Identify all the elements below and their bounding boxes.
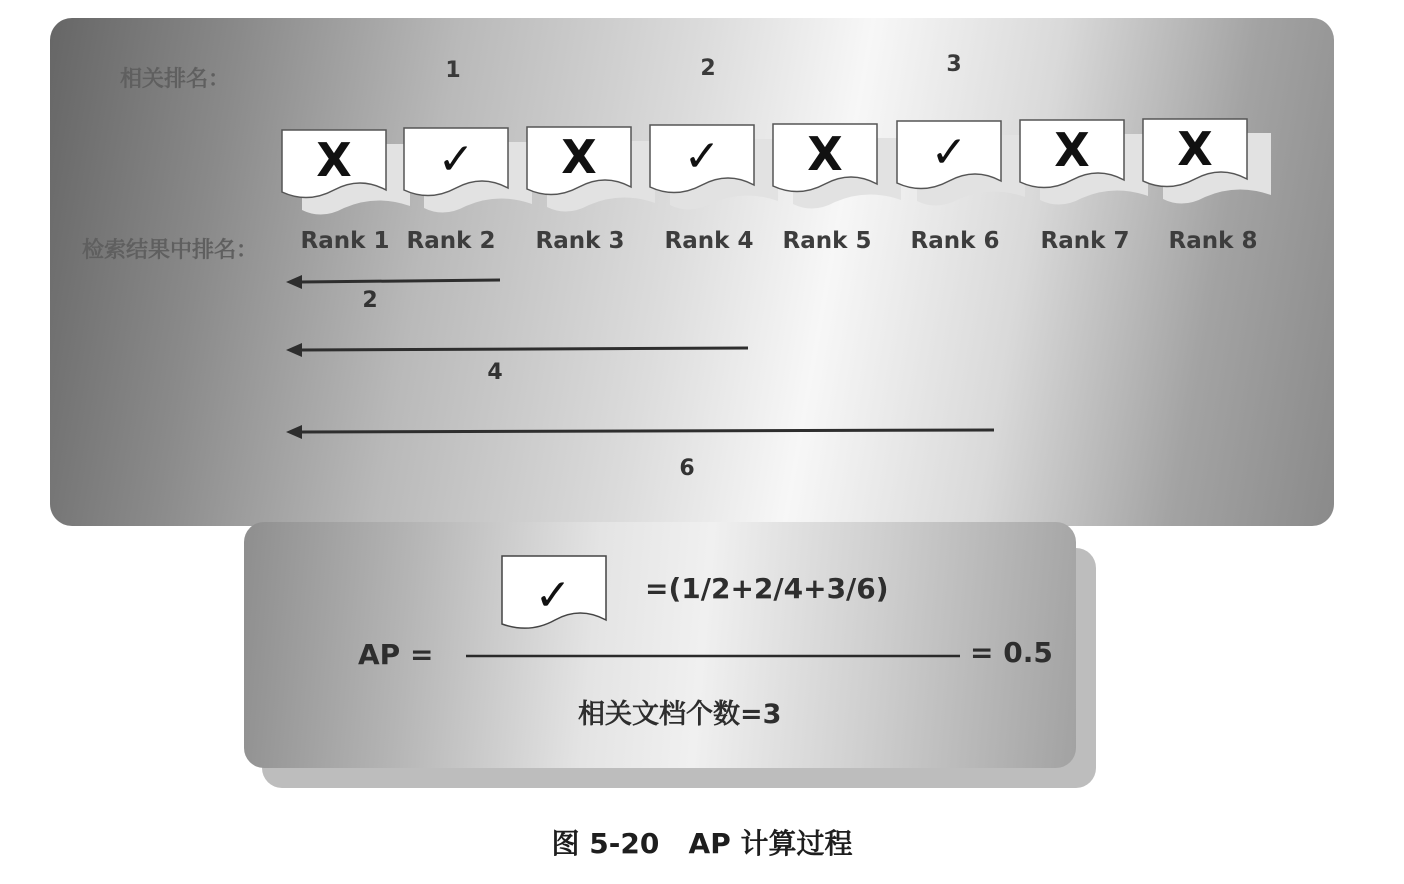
check-icon: ✓	[437, 134, 475, 185]
numerator: =(1/2+2/4+3/6)	[645, 572, 889, 605]
rank-label-7: Rank 7	[1040, 228, 1130, 254]
rank-label-4: Rank 4	[664, 228, 754, 254]
check-icon: ✓	[930, 127, 968, 178]
x-icon: X	[807, 127, 843, 181]
relevant-rank-1: 1	[445, 58, 461, 83]
check-icon: ✓	[683, 131, 721, 182]
x-icon: X	[1177, 122, 1213, 176]
arrow-label-4: 4	[487, 360, 503, 385]
rank-label-8: Rank 8	[1168, 228, 1258, 254]
result-rank-label: 检索结果中排名：	[82, 238, 259, 263]
denominator: 相关文档个数=3	[578, 699, 782, 730]
x-icon: X	[1054, 123, 1090, 177]
check-icon: ✓	[534, 570, 572, 621]
relevant-rank-3: 3	[946, 52, 962, 77]
result: = 0.5	[970, 636, 1053, 669]
x-icon: X	[316, 133, 352, 187]
x-icon: X	[561, 130, 597, 184]
relevant-document-icon	[502, 556, 606, 628]
arrow-label-2: 2	[362, 288, 378, 313]
rank-label-5: Rank 5	[782, 228, 872, 254]
relevant-rank-2: 2	[700, 56, 716, 81]
rank-label-1: Rank 1	[300, 228, 390, 254]
arrow-label-6: 6	[679, 456, 695, 481]
rank-label-6: Rank 6	[910, 228, 1000, 254]
figure-caption: 图 5-20 AP 计算过程	[551, 827, 853, 860]
relevant-rank-label: 相关排名：	[120, 67, 231, 92]
rank-label-2: Rank 2	[406, 228, 496, 254]
rank-label-3: Rank 3	[535, 228, 625, 254]
ap-label: AP =	[358, 638, 434, 671]
